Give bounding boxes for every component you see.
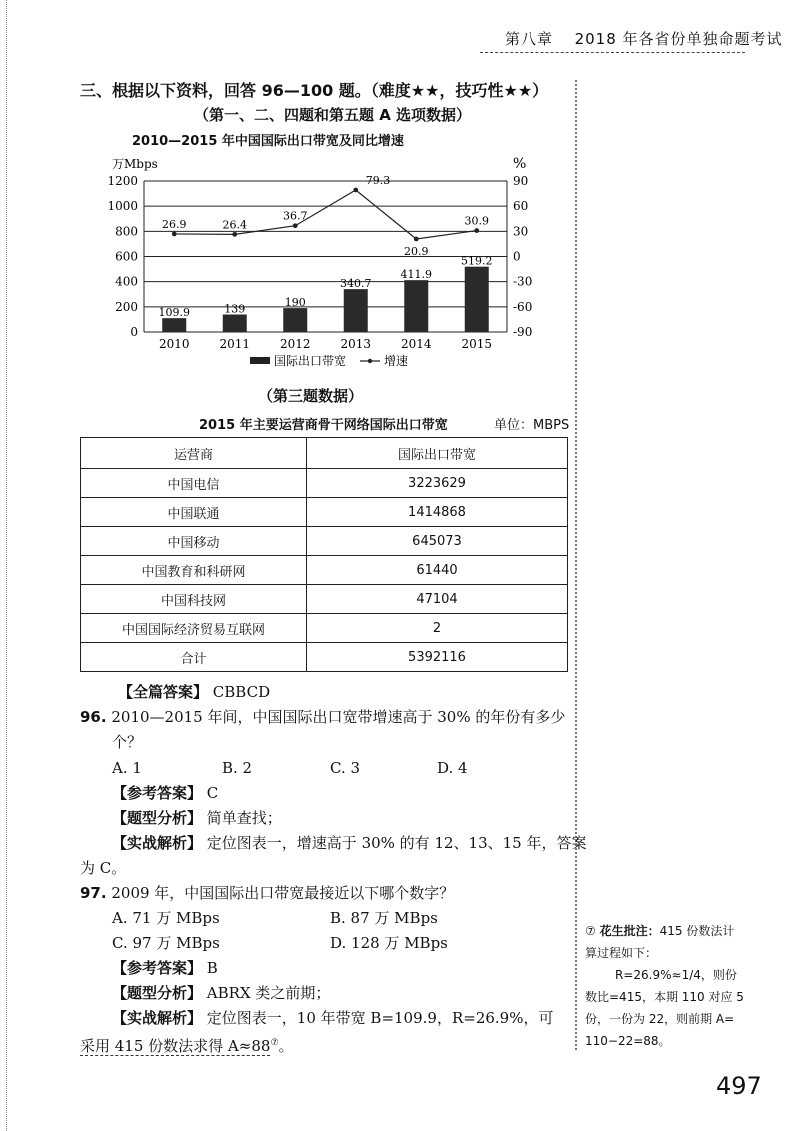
operator-cell: 中国联通 [81,498,307,527]
bar-2013 [344,289,368,332]
q96-stem [80,705,570,730]
table-row [81,498,568,527]
q97-footnote-mark: ⑦ [270,1038,279,1048]
operator-cell: 合计 [81,643,307,672]
bandwidth-cell: 47104 [307,585,568,614]
right-tick-label: -60 [513,299,533,314]
bandwidth-cell: 61440 [307,556,568,585]
q97-analysis-end: 。 [278,1037,294,1055]
growth-value-label: 26.4 [222,218,247,232]
growth-point-2013 [353,188,358,193]
x-tick-label: 2010 [158,337,190,351]
q96-type-value: 简单查找； [206,809,282,827]
operator-cell: 中国科技网 [81,585,307,614]
q97-analysis [112,1006,553,1031]
section1-heading: （第一、二、四题和第五题 A 选项数据） [194,106,472,124]
q97-analysis-label: 【实战解析】 [112,1009,203,1027]
legend-bar-swatch [250,357,270,364]
q96-type [112,806,282,831]
growth-value-label: 30.9 [464,214,489,228]
side-note-line2: 算过程如下： [585,946,658,960]
operator-cell: 中国电信 [81,469,307,498]
header-rule [480,52,745,53]
side-note-line6: 110−22=88。 [585,1034,671,1048]
q97-option-c: C. 97 万 MBps [112,934,220,952]
table-unit: 单位：MBPS [494,418,570,433]
header-operator: 运营商 [81,438,307,469]
q97-analysis-cont [80,1031,294,1059]
bandwidth-cell: 1414868 [307,498,568,527]
table-row [81,469,568,498]
legend-bar-label: 国际出口带宽 [274,354,347,368]
left-tick-label: 600 [115,249,138,264]
q97-analysis-line2: 采用 415 份数法求得 A≈88 [80,1037,271,1055]
growth-value-label: 79.3 [365,173,391,187]
q96-option-c: C. 3 [330,759,361,777]
operator-cell: 中国国际经济贸易互联网 [81,614,307,643]
answers-label: 【全篇答案】 [118,683,209,701]
right-axis-label: % [513,156,527,172]
q96-option-a: A. 1 [112,759,142,777]
q96-number: 96. [80,708,107,726]
q96-option-b: B. 2 [222,759,253,777]
growth-value-label: 26.9 [162,217,187,231]
q97-ref-label: 【参考答案】 [112,959,203,977]
q97-number: 97. [80,884,107,902]
q97-option-b: B. 87 万 MBps [330,909,438,927]
operator-bandwidth-table [80,437,568,672]
bar-value-label: 109.9 [158,306,190,320]
q97-option-a: A. 71 万 MBps [112,909,220,927]
left-tick-label: 400 [115,274,138,289]
chart-title: 2010—2015 年中国国际出口带宽及同比增速 [132,134,404,149]
q97-type [112,981,330,1006]
left-tick-label: 1200 [107,174,138,188]
operator-cell: 中国移动 [81,527,307,556]
right-tick-label: 0 [513,249,521,264]
q97-type-value: ABRX 类之前期； [206,984,331,1002]
x-tick-label: 2013 [340,337,372,351]
table-title: 2015 年主要运营商骨干网络国际出口带宽 [199,418,448,433]
x-tick-label: 2015 [461,337,493,351]
side-note-title: 花生批注： [599,924,660,938]
q97-analysis-line1: 定位图表一，10 年带宽 B=109.9，R=26.9%，可 [206,1009,554,1027]
full-answers [118,680,270,705]
q96-option-d: D. 4 [437,759,468,777]
margin-divider [575,80,579,1050]
q97-option-d: D. 128 万 MBps [330,934,448,952]
side-note-line1: 415 份数法计 [659,924,735,938]
side-note [585,920,775,1052]
book-title: 2018 年各省份单独命题考试 [574,30,783,48]
bandwidth-cell: 5392116 [307,643,568,672]
bar-2011 [223,315,247,332]
growth-point-2014 [414,237,419,242]
legend-line-label: 增速 [384,354,409,368]
bar-2012 [283,308,307,332]
bar-2010 [162,318,186,332]
left-axis-label: 万Mbps [112,157,158,171]
q96-stem-line2: 个？ [112,733,143,751]
page-number: 497 [716,1072,762,1100]
growth-point-2015 [474,228,479,233]
q97-type-label: 【题型分析】 [112,984,203,1002]
question-intro: 三、根据以下资料，回答 96—100 题。（难度★★，技巧性★★） [80,81,549,100]
left-tick-label: 1000 [107,199,138,214]
q96-ref-label: 【参考答案】 [112,784,203,802]
q97-ref [112,956,218,981]
q96-ref-value: C [206,784,219,802]
table-header-row [81,438,568,469]
x-tick-label: 2012 [279,337,311,351]
q97-stem [80,881,454,906]
bandwidth-cell: 3223629 [307,469,568,498]
left-tick-label: 0 [130,325,138,339]
bar-value-label: 411.9 [400,268,432,282]
bandwidth-chart [100,150,560,380]
side-note-line3: R=26.9%≈1/4，则份 [615,968,737,982]
right-tick-label: 60 [513,199,529,214]
x-tick-label: 2014 [400,337,432,351]
binding-margin [6,0,9,1131]
side-note-mark: ⑦ [585,924,596,938]
q96-ref [112,781,218,806]
bar-value-label: 340.7 [340,277,372,291]
bar-value-label: 190 [284,296,306,310]
right-tick-label: -30 [513,274,533,289]
growth-point-2012 [293,223,298,228]
answers-value: CBBCD [212,683,271,701]
q96-analysis-line2: 为 C。 [80,859,127,877]
side-note-line4: 数比=415，本期 110 对应 5 [585,990,744,1004]
growth-point-2011 [232,232,237,237]
right-tick-label: -90 [513,325,533,339]
right-tick-label: 90 [513,174,529,188]
bandwidth-cell: 2 [307,614,568,643]
q96-analysis [112,831,586,856]
table-row [81,585,568,614]
q96-analysis-label: 【实战解析】 [112,834,203,852]
table-row [81,556,568,585]
growth-value-label: 36.7 [283,209,308,223]
x-tick-label: 2011 [219,337,251,351]
q96-stem-line1: 2010—2015 年间，中国国际出口宽带增速高于 30% 的年份有多少 [111,708,566,726]
bar-2015 [465,267,489,332]
header-bandwidth: 国际出口带宽 [307,438,568,469]
running-header [505,28,783,49]
legend-line-marker [368,359,372,363]
q96-type-label: 【题型分析】 [112,809,203,827]
operator-cell: 中国教育和科研网 [81,556,307,585]
q97-stem-text: 2009 年，中国国际出口带宽最接近以下哪个数字？ [111,884,455,902]
table-row [81,643,568,672]
bar-value-label: 139 [224,302,246,316]
side-note-line5: 份，一份为 22，则前期 A= [585,1012,735,1026]
bar-value-label: 519.2 [461,254,493,268]
left-tick-label: 800 [115,224,138,239]
section3-heading: （第三题数据） [258,387,364,405]
q97-ref-value: B [206,959,218,977]
chapter-label: 第八章 [505,30,554,48]
table-row [81,527,568,556]
growth-value-label: 20.9 [404,244,429,258]
q96-analysis-line1: 定位图表一，增速高于 30% 的有 12、13、15 年，答案 [206,834,587,852]
growth-point-2010 [172,232,177,237]
left-tick-label: 200 [115,299,138,314]
bar-2014 [404,280,428,332]
table-row [81,614,568,643]
bandwidth-cell: 645073 [307,527,568,556]
right-tick-label: 30 [513,224,529,239]
